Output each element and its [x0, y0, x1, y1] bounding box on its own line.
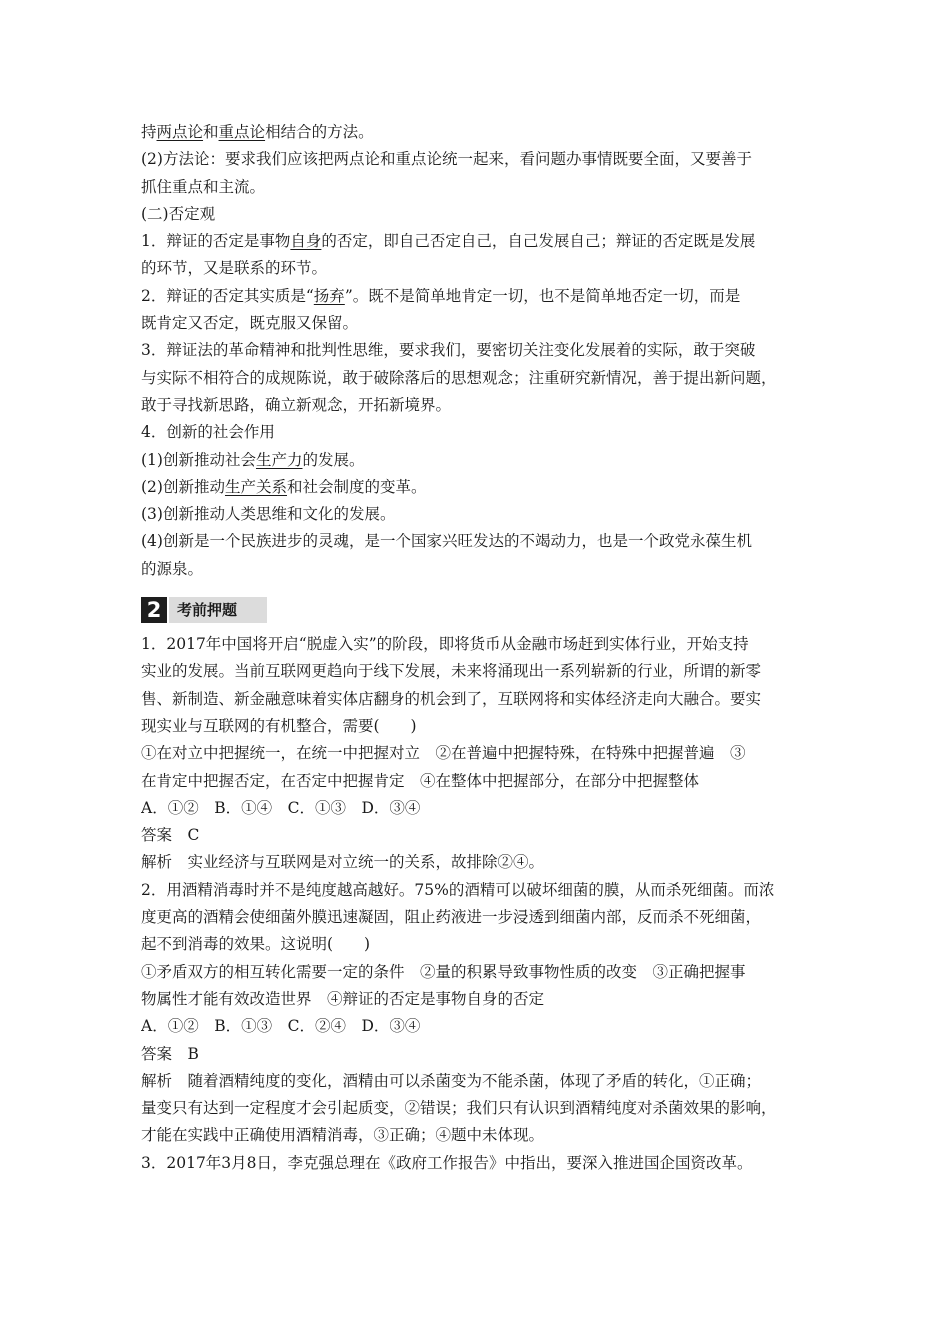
text-line: ①在对立中把握统一，在统一中把握对立 ②在普遍中把握特殊，在特殊中把握普遍 ③: [141, 744, 746, 763]
text-line: ①矛盾双方的相互转化需要一定的条件 ②量的积累导致事物性质的改变 ③正确把握事: [141, 962, 746, 981]
underlined-term: 生产关系: [224, 477, 287, 496]
text-line: 3．辩证法的革命精神和批判性思维，要求我们，要密切关注变化发展着的实际，敢于突破: [141, 341, 756, 360]
explanation: 量变只有达到一定程度才会引起质变，②错误；我们只有认识到酒精纯度对杀菌效果的影响，: [141, 1099, 777, 1118]
text-line: 的源泉。: [141, 559, 204, 578]
answer-options: A．①② B．①③ C．②④ D．③④: [141, 1017, 421, 1036]
text-line: (1)创新推动社会生产力的发展。: [141, 450, 365, 469]
underlined-term: 生产力: [255, 450, 303, 469]
section-title: 考前押题: [169, 597, 267, 623]
text-line: 抓住重点和主流。: [141, 177, 266, 196]
text-line: 敢于寻找新思路，确立新观念，开拓新境界。: [141, 395, 452, 414]
section-header: [141, 595, 813, 625]
text-line: 持两点论和重点论相结合的方法。: [141, 123, 374, 141]
underlined-term: 扬弃: [313, 286, 345, 305]
text-line: 既肯定又否定，既克服又保留。: [141, 314, 359, 333]
text-line: 现实业与互联网的有机整合，需要( ): [141, 716, 417, 735]
text-line: 与实际不相符合的成规陈说，敢于破除落后的思想观念；注重研究新情况，善于提出新问题，: [141, 368, 777, 387]
text-line: (4)创新是一个民族进步的灵魂，是一个国家兴旺发达的不竭动力，也是一个政党永葆生机: [141, 532, 752, 551]
answer: 答案 B: [141, 1044, 199, 1063]
text-line: 2．辩证的否定其实质是“扬弃”。既不是简单地肯定一切，也不是简单地否定一切，而是: [141, 286, 741, 305]
explanation: 解析 实业经济与互联网是对立统一的关系，故排除②④。: [141, 853, 545, 872]
subheading: (二)否定观: [141, 204, 216, 223]
text-line: 售、新制造、新金融意味着实体店翻身的机会到了，互联网将和实体经济走向大融合。要实: [141, 689, 762, 708]
text-line: 4．创新的社会作用: [141, 423, 275, 442]
text-line: 物属性才能有效改造世界 ④辩证的否定是事物自身的否定: [141, 989, 545, 1008]
text-line: (2)方法论：要求我们应该把两点论和重点论统一起来，看问题办事情既要全面，又要善于: [141, 150, 752, 169]
underlined-term: 自身: [290, 232, 322, 251]
question-1: [141, 631, 813, 877]
text-line: 实业的发展。当前互联网更趋向于线下发展，未来将涌现出一系列崭新的行业，所谓的新零: [141, 662, 762, 681]
text-line: 的环节，又是联系的环节。: [141, 259, 328, 278]
question-3: [141, 1150, 813, 1177]
document-page: [141, 119, 813, 1177]
text-line: (2)创新推动生产关系和社会制度的变革。: [141, 477, 427, 496]
explanation: 才能在实践中正确使用酒精消毒，③正确；④题中未体现。: [141, 1126, 545, 1145]
text-line: (3)创新推动人类思维和文化的发展。: [141, 505, 396, 524]
underlined-term: 两点论: [156, 123, 204, 141]
section-number-badge: 2: [141, 597, 167, 623]
text-line: 2．用酒精消毒时并不是纯度越高越好。75%的酒精可以破坏细菌的膜，从而杀死细菌。而浓: [141, 880, 775, 899]
text-line: 1．2017年中国将开启“脱虚入实”的阶段，即将货币从金融市场赶到实体行业，开始支持: [141, 635, 749, 654]
answer: 答案 C: [141, 826, 200, 845]
text-line: 在肯定中把握否定，在否定中把握肯定 ④在整体中把握部分，在部分中把握整体: [141, 771, 700, 790]
text-line: 起不到消毒的效果。这说明( ): [141, 935, 371, 954]
text-line: 3．2017年3月8日，李克强总理在《政府工作报告》中指出，要深入推进国企国资改革。: [141, 1153, 753, 1172]
text-line: 度更高的酒精会使细菌外膜迅速凝固，阻止药液进一步浸透到细菌内部，反而杀不死细菌，: [141, 908, 762, 927]
answer-options: A．①② B．①④ C．①③ D．③④: [141, 798, 421, 817]
underlined-term: 重点论: [218, 123, 266, 141]
question-2: [141, 877, 813, 1150]
explanation: 解析 随着酒精纯度的变化，酒精由可以杀菌变为不能杀菌，体现了矛盾的转化，①正确；: [141, 1071, 762, 1090]
text-line: 1．辩证的否定是事物自身的否定，即自己否定自己，自己发展自己；辩证的否定既是发展: [141, 232, 756, 251]
